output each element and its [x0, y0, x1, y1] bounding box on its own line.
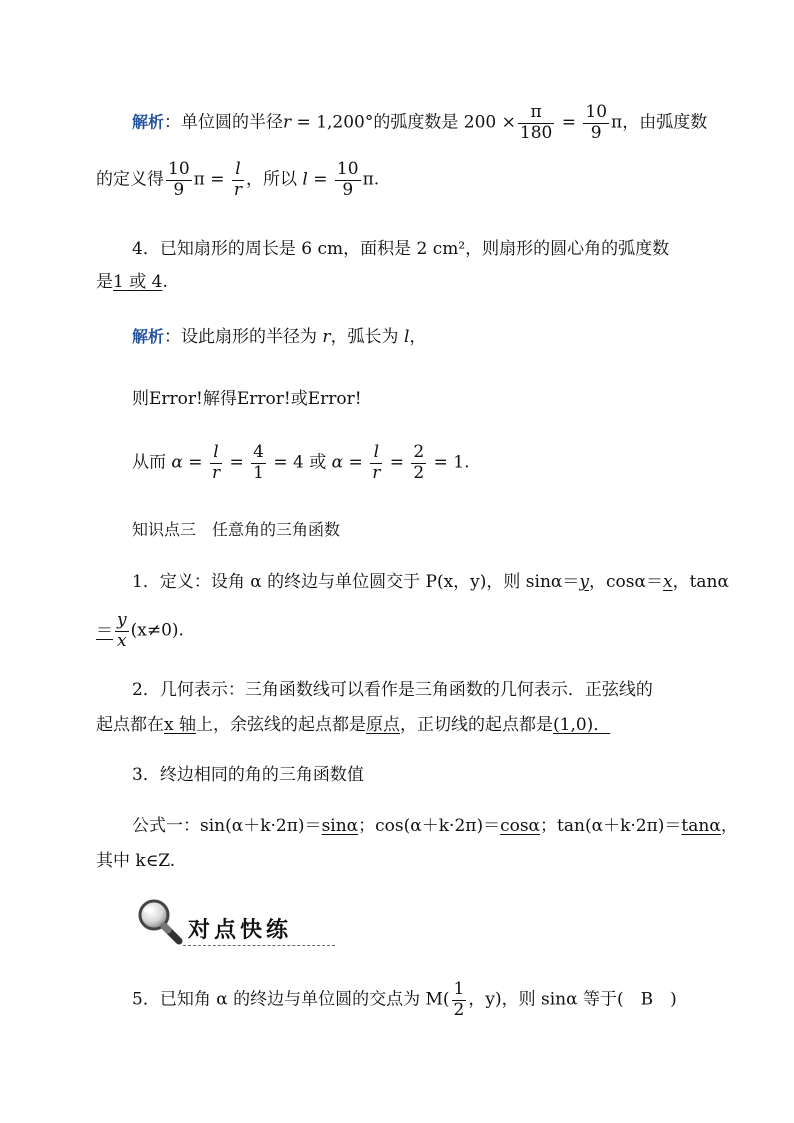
fraction-l-r: $\frac{l}{r}$: [233, 159, 243, 200]
text: ＝: [96, 620, 113, 641]
definition-1-line-1: [132, 574, 729, 591]
fraction-10-9: $\frac{10}{9}$: [336, 159, 359, 200]
text: 1．定义：设角 α 的终边与单位圆交于 P(x，y)，则 sinα＝: [132, 572, 580, 592]
var-r: r: [322, 327, 331, 347]
alpha: α: [171, 452, 183, 473]
alpha: α: [331, 452, 344, 473]
question-4-line-1: 4．已知扇形的周长是 6 cm，面积是 2 cm²，则扇形的圆心角的弧度数: [132, 239, 670, 259]
var-r: r: [283, 112, 292, 133]
answer-cos: cosα: [500, 816, 541, 836]
text: =: [556, 112, 582, 133]
formula-1-line-2: 其中 k∈Z.: [96, 851, 176, 871]
text: ，: [409, 327, 427, 347]
definition-1-line-2: [96, 611, 184, 651]
text: ，所以: [246, 169, 303, 190]
var-l: l: [403, 327, 410, 347]
text: ): [653, 989, 677, 1010]
text: 5．已知角 α 的终边与单位圆的交点为 M(: [132, 989, 450, 1010]
answer-blank: 1 或 4: [113, 272, 163, 292]
text: 从而: [132, 452, 172, 473]
fraction-y-x: $\frac{y}{x}$: [117, 610, 127, 651]
sin-answer: y: [579, 572, 590, 592]
question-5: [132, 980, 677, 1020]
text: 上，余弦线的起点都是: [196, 715, 366, 735]
text: ，tanα: [672, 572, 729, 592]
text: =: [343, 452, 369, 473]
cos-answer: x: [662, 572, 673, 592]
solution-4-line-3: 从而 α = $\frac{l}{r}$ = $\frac{4}{1}$ = 4 或 α = $\frac{l}{r}$ = $\frac{2}{2}$ = 1.: [132, 442, 470, 483]
text: (x≠0).: [130, 620, 184, 641]
practice-title: 对点快练: [188, 918, 293, 943]
practice-divider: [183, 945, 335, 947]
magnifier-icon: [134, 896, 186, 948]
solution-label: 解析: [132, 327, 165, 346]
text: 是: [96, 272, 113, 292]
var-l: l: [302, 169, 308, 190]
solution-3-line-2: [96, 160, 379, 200]
text: .: [162, 272, 168, 292]
fraction-1-2: $\frac{1}{2}$: [453, 979, 465, 1020]
fraction-l-r: $\frac{l}{r}$: [372, 442, 381, 483]
text: = 1,200°的弧度数是 200 ×: [291, 112, 516, 133]
text: ；tan(α＋k·2π)＝: [540, 816, 682, 836]
answer-origin: 原点: [366, 715, 400, 735]
text: ；cos(α＋k·2π)＝: [358, 816, 501, 836]
fraction-pi-180: $\frac{\pi}{180}$: [519, 102, 553, 143]
definition-3-title: 3．终边相同的角的三角函数值: [132, 765, 364, 785]
text: ，正切线的起点都是: [400, 715, 553, 735]
answer-point: (1,0)．: [553, 715, 611, 735]
text: ，: [720, 816, 738, 836]
solution-4-line-1: [132, 329, 426, 346]
definition-2-line-1: 2．几何表示：三角函数线可以看作是三角函数的几何表示．正弦线的: [132, 680, 653, 700]
section-heading: 知识点三 任意角的三角函数: [132, 520, 341, 539]
answer-choice: B: [640, 989, 654, 1010]
text: = 1.: [428, 452, 470, 473]
text: ：设此扇形的半径为: [164, 327, 323, 347]
answer-tan: tanα: [681, 816, 721, 836]
text: π =: [193, 169, 230, 190]
definition-2-line-2: [96, 717, 610, 734]
text: π.: [362, 169, 380, 190]
solution-3-line-1: [132, 103, 707, 143]
fraction-4-1: $\frac{4}{1}$: [253, 442, 264, 483]
text: 公式一：sin(α＋k·2π)＝: [132, 816, 322, 836]
text: ：单位圆的半径: [164, 112, 284, 133]
text: 起点都在: [96, 715, 164, 735]
text: =: [182, 452, 208, 473]
answer-x-axis: x 轴: [164, 715, 196, 735]
text: 的定义得: [96, 169, 164, 190]
text: =: [307, 169, 333, 190]
answer-sin: sinα: [321, 816, 359, 836]
fraction-10-9: $\frac{10}{9}$: [585, 102, 608, 143]
text: ，y)，则 sinα 等于(: [468, 989, 641, 1010]
tan-answer: [96, 610, 131, 651]
text: ，弧长为: [330, 327, 404, 347]
solution-label: 解析: [132, 112, 165, 132]
text: ，cosα＝: [589, 572, 663, 592]
text: = 4 或: [267, 452, 332, 473]
question-4-line-2: [96, 274, 168, 291]
fraction-l-r: $\frac{l}{r}$: [211, 442, 221, 483]
solution-4-line-2: 则Error!解得Error!或Error!: [132, 389, 362, 409]
fraction-10-9: $\frac{10}{9}$: [168, 159, 190, 200]
formula-1-line-1: [132, 818, 738, 835]
text: π，由弧度数: [611, 112, 708, 133]
fraction-2-2: $\frac{2}{2}$: [413, 442, 425, 483]
